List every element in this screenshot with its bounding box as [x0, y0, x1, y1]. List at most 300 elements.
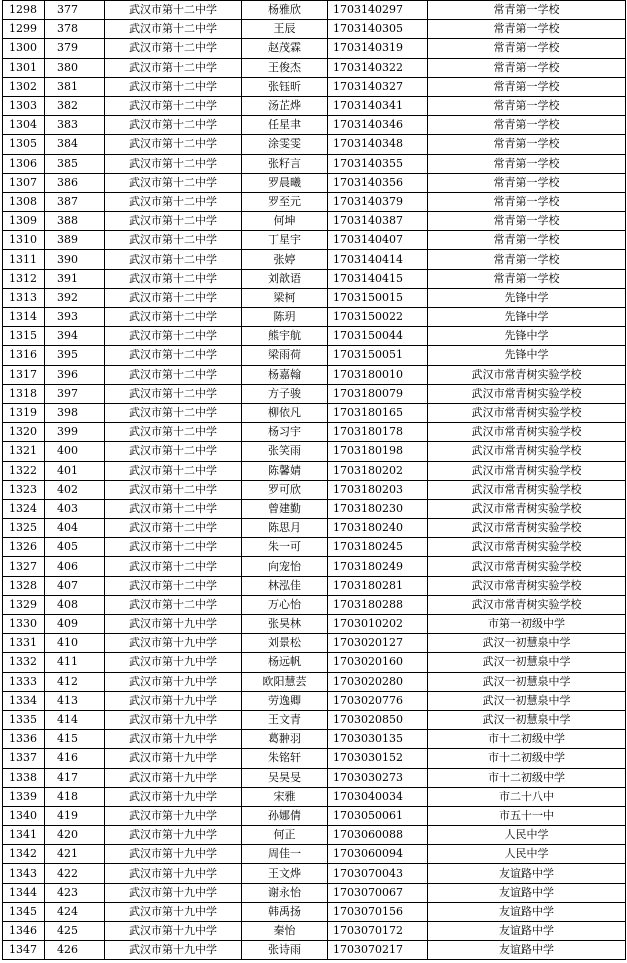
- student-name-cell: 向宠怡: [242, 557, 328, 576]
- student-name-cell: 任星聿: [242, 116, 328, 135]
- row-number-cell: 1317: [3, 365, 45, 384]
- admission-table: [2, 0, 626, 960]
- table-row: [3, 653, 626, 672]
- student-name-cell: 朱一可: [242, 538, 328, 557]
- school-name-cell: 武汉市第十二中学: [105, 442, 242, 461]
- table-row: [3, 941, 626, 960]
- table-row: [3, 135, 626, 154]
- student-id-cell: 1703060088: [328, 826, 428, 845]
- table-row: [3, 576, 626, 595]
- sequence-number-cell: 405: [45, 538, 105, 557]
- origin-school-cell: 常青第一学校: [428, 96, 626, 115]
- row-number-cell: 1308: [3, 192, 45, 211]
- student-name-cell: 杨习宇: [242, 423, 328, 442]
- sequence-number-cell: 390: [45, 250, 105, 269]
- sequence-number-cell: 425: [45, 922, 105, 941]
- row-number-cell: 1301: [3, 58, 45, 77]
- student-id-cell: 1703140415: [328, 269, 428, 288]
- student-id-cell: 1703140414: [328, 250, 428, 269]
- row-number-cell: 1302: [3, 77, 45, 96]
- student-id-cell: 1703140297: [328, 1, 428, 20]
- table-row: [3, 787, 626, 806]
- student-name-cell: 杨雅欣: [242, 1, 328, 20]
- student-id-cell: 1703140322: [328, 58, 428, 77]
- sequence-number-cell: 385: [45, 154, 105, 173]
- row-number-cell: 1330: [3, 615, 45, 634]
- row-number-cell: 1314: [3, 308, 45, 327]
- row-number-cell: 1315: [3, 327, 45, 346]
- row-number-cell: 1343: [3, 864, 45, 883]
- student-name-cell: 陈馨婧: [242, 461, 328, 480]
- student-name-cell: 万心怡: [242, 595, 328, 614]
- student-name-cell: 柳依凡: [242, 403, 328, 422]
- school-name-cell: 武汉市第十二中学: [105, 384, 242, 403]
- school-name-cell: 武汉市第十九中学: [105, 749, 242, 768]
- table-body: [3, 1, 626, 960]
- school-name-cell: 武汉市第十九中学: [105, 806, 242, 825]
- student-name-cell: 梁雨荷: [242, 346, 328, 365]
- row-number-cell: 1324: [3, 499, 45, 518]
- row-number-cell: 1340: [3, 806, 45, 825]
- student-name-cell: 张昊林: [242, 615, 328, 634]
- table-row: [3, 77, 626, 96]
- row-number-cell: 1335: [3, 710, 45, 729]
- origin-school-cell: 武汉市常青树实验学校: [428, 557, 626, 576]
- school-name-cell: 武汉市第十九中学: [105, 730, 242, 749]
- table-row: [3, 883, 626, 902]
- sequence-number-cell: 394: [45, 327, 105, 346]
- school-name-cell: 武汉市第十二中学: [105, 77, 242, 96]
- sequence-number-cell: 381: [45, 77, 105, 96]
- row-number-cell: 1322: [3, 461, 45, 480]
- sequence-number-cell: 417: [45, 768, 105, 787]
- row-number-cell: 1303: [3, 96, 45, 115]
- row-number-cell: 1327: [3, 557, 45, 576]
- student-name-cell: 丁星宇: [242, 231, 328, 250]
- school-name-cell: 武汉市第十二中学: [105, 116, 242, 135]
- student-name-cell: 何正: [242, 826, 328, 845]
- school-name-cell: 武汉市第十九中学: [105, 883, 242, 902]
- origin-school-cell: 武汉市常青树实验学校: [428, 576, 626, 595]
- school-name-cell: 武汉市第十二中学: [105, 403, 242, 422]
- school-name-cell: 武汉市第十二中学: [105, 461, 242, 480]
- student-id-cell: 1703070172: [328, 922, 428, 941]
- sequence-number-cell: 398: [45, 403, 105, 422]
- student-name-cell: 王文烨: [242, 864, 328, 883]
- student-name-cell: 秦怡: [242, 922, 328, 941]
- sequence-number-cell: 423: [45, 883, 105, 902]
- sequence-number-cell: 393: [45, 308, 105, 327]
- school-name-cell: 武汉市第十二中学: [105, 576, 242, 595]
- sequence-number-cell: 380: [45, 58, 105, 77]
- student-name-cell: 张钰昕: [242, 77, 328, 96]
- row-number-cell: 1325: [3, 519, 45, 538]
- row-number-cell: 1311: [3, 250, 45, 269]
- table-row: [3, 519, 626, 538]
- sequence-number-cell: 412: [45, 672, 105, 691]
- origin-school-cell: 常青第一学校: [428, 250, 626, 269]
- origin-school-cell: 武汉市常青树实验学校: [428, 595, 626, 614]
- school-name-cell: 武汉市第十二中学: [105, 173, 242, 192]
- origin-school-cell: 市五十一中: [428, 806, 626, 825]
- origin-school-cell: 常青第一学校: [428, 116, 626, 135]
- school-name-cell: 武汉市第十二中学: [105, 154, 242, 173]
- sequence-number-cell: 395: [45, 346, 105, 365]
- sequence-number-cell: 413: [45, 691, 105, 710]
- sequence-number-cell: 383: [45, 116, 105, 135]
- origin-school-cell: 武汉一初慧泉中学: [428, 653, 626, 672]
- sequence-number-cell: 382: [45, 96, 105, 115]
- table-row: [3, 902, 626, 921]
- origin-school-cell: 武汉市常青树实验学校: [428, 365, 626, 384]
- row-number-cell: 1344: [3, 883, 45, 902]
- student-id-cell: 1703030152: [328, 749, 428, 768]
- school-name-cell: 武汉市第十二中学: [105, 250, 242, 269]
- table-row: [3, 749, 626, 768]
- school-name-cell: 武汉市第十二中学: [105, 1, 242, 20]
- student-name-cell: 杨嘉翰: [242, 365, 328, 384]
- table-row: [3, 116, 626, 135]
- student-id-cell: 1703030135: [328, 730, 428, 749]
- sequence-number-cell: 410: [45, 634, 105, 653]
- school-name-cell: 武汉市第十二中学: [105, 96, 242, 115]
- school-name-cell: 武汉市第十九中学: [105, 787, 242, 806]
- student-id-cell: 1703180079: [328, 384, 428, 403]
- student-id-cell: 1703060094: [328, 845, 428, 864]
- school-name-cell: 武汉市第十二中学: [105, 231, 242, 250]
- sequence-number-cell: 407: [45, 576, 105, 595]
- table-row: [3, 461, 626, 480]
- student-name-cell: 刘歆语: [242, 269, 328, 288]
- table-row: [3, 730, 626, 749]
- student-name-cell: 吴昊旻: [242, 768, 328, 787]
- student-id-cell: 1703180165: [328, 403, 428, 422]
- origin-school-cell: 武汉市常青树实验学校: [428, 499, 626, 518]
- table-row: [3, 423, 626, 442]
- student-id-cell: 1703180010: [328, 365, 428, 384]
- row-number-cell: 1336: [3, 730, 45, 749]
- school-name-cell: 武汉市第十二中学: [105, 519, 242, 538]
- table-row: [3, 250, 626, 269]
- origin-school-cell: 常青第一学校: [428, 154, 626, 173]
- student-name-cell: 张婷: [242, 250, 328, 269]
- student-id-cell: 1703020850: [328, 710, 428, 729]
- student-id-cell: 1703140305: [328, 20, 428, 39]
- student-name-cell: 王文青: [242, 710, 328, 729]
- sequence-number-cell: 416: [45, 749, 105, 768]
- row-number-cell: 1305: [3, 135, 45, 154]
- row-number-cell: 1339: [3, 787, 45, 806]
- row-number-cell: 1331: [3, 634, 45, 653]
- student-name-cell: 韩禹扬: [242, 902, 328, 921]
- table-row: [3, 672, 626, 691]
- origin-school-cell: 武汉一初慧泉中学: [428, 710, 626, 729]
- origin-school-cell: 武汉市常青树实验学校: [428, 384, 626, 403]
- school-name-cell: 武汉市第十二中学: [105, 595, 242, 614]
- school-name-cell: 武汉市第十九中学: [105, 845, 242, 864]
- origin-school-cell: 武汉一初慧泉中学: [428, 672, 626, 691]
- student-id-cell: 1703140348: [328, 135, 428, 154]
- row-number-cell: 1337: [3, 749, 45, 768]
- sequence-number-cell: 384: [45, 135, 105, 154]
- origin-school-cell: 常青第一学校: [428, 173, 626, 192]
- student-id-cell: 1703040034: [328, 787, 428, 806]
- student-name-cell: 孙娜倩: [242, 806, 328, 825]
- table-row: [3, 96, 626, 115]
- row-number-cell: 1310: [3, 231, 45, 250]
- student-name-cell: 陈思月: [242, 519, 328, 538]
- student-id-cell: 1703070067: [328, 883, 428, 902]
- student-id-cell: 1703180288: [328, 595, 428, 614]
- table-row: [3, 365, 626, 384]
- student-name-cell: 张籽言: [242, 154, 328, 173]
- student-name-cell: 曾建勤: [242, 499, 328, 518]
- row-number-cell: 1319: [3, 403, 45, 422]
- origin-school-cell: 市十二初级中学: [428, 768, 626, 787]
- student-id-cell: 1703140356: [328, 173, 428, 192]
- school-name-cell: 武汉市第十九中学: [105, 864, 242, 883]
- student-name-cell: 宋雅: [242, 787, 328, 806]
- student-name-cell: 王俊杰: [242, 58, 328, 77]
- student-name-cell: 张笑雨: [242, 442, 328, 461]
- sequence-number-cell: 403: [45, 499, 105, 518]
- school-name-cell: 武汉市第十九中学: [105, 768, 242, 787]
- sequence-number-cell: 392: [45, 288, 105, 307]
- origin-school-cell: 常青第一学校: [428, 231, 626, 250]
- student-name-cell: 何坤: [242, 212, 328, 231]
- origin-school-cell: 常青第一学校: [428, 192, 626, 211]
- sequence-number-cell: 426: [45, 941, 105, 960]
- school-name-cell: 武汉市第十二中学: [105, 135, 242, 154]
- sequence-number-cell: 414: [45, 710, 105, 729]
- table-row: [3, 806, 626, 825]
- student-id-cell: 1703030273: [328, 768, 428, 787]
- student-id-cell: 1703140387: [328, 212, 428, 231]
- origin-school-cell: 友谊路中学: [428, 922, 626, 941]
- row-number-cell: 1341: [3, 826, 45, 845]
- table-row: [3, 615, 626, 634]
- school-name-cell: 武汉市第十九中学: [105, 653, 242, 672]
- student-id-cell: 1703180249: [328, 557, 428, 576]
- student-name-cell: 林泓佳: [242, 576, 328, 595]
- row-number-cell: 1323: [3, 480, 45, 499]
- row-number-cell: 1320: [3, 423, 45, 442]
- table-row: [3, 538, 626, 557]
- origin-school-cell: 常青第一学校: [428, 58, 626, 77]
- school-name-cell: 武汉市第十二中学: [105, 480, 242, 499]
- sequence-number-cell: 406: [45, 557, 105, 576]
- table-row: [3, 212, 626, 231]
- student-id-cell: 1703020160: [328, 653, 428, 672]
- origin-school-cell: 武汉市常青树实验学校: [428, 403, 626, 422]
- student-id-cell: 1703180198: [328, 442, 428, 461]
- origin-school-cell: 常青第一学校: [428, 39, 626, 58]
- table-row: [3, 710, 626, 729]
- origin-school-cell: 武汉市常青树实验学校: [428, 480, 626, 499]
- row-number-cell: 1332: [3, 653, 45, 672]
- origin-school-cell: 武汉市常青树实验学校: [428, 442, 626, 461]
- table-row: [3, 1, 626, 20]
- student-name-cell: 杨远帆: [242, 653, 328, 672]
- row-number-cell: 1345: [3, 902, 45, 921]
- school-name-cell: 武汉市第十九中学: [105, 634, 242, 653]
- student-name-cell: 赵茂霖: [242, 39, 328, 58]
- student-id-cell: 1703070156: [328, 902, 428, 921]
- student-id-cell: 1703150044: [328, 327, 428, 346]
- table-row: [3, 634, 626, 653]
- sequence-number-cell: 378: [45, 20, 105, 39]
- sequence-number-cell: 404: [45, 519, 105, 538]
- student-name-cell: 劳逸卿: [242, 691, 328, 710]
- row-number-cell: 1338: [3, 768, 45, 787]
- student-name-cell: 罗至元: [242, 192, 328, 211]
- row-number-cell: 1306: [3, 154, 45, 173]
- origin-school-cell: 市十二初级中学: [428, 730, 626, 749]
- school-name-cell: 武汉市第十二中学: [105, 20, 242, 39]
- school-name-cell: 武汉市第十九中学: [105, 941, 242, 960]
- origin-school-cell: 人民中学: [428, 845, 626, 864]
- origin-school-cell: 常青第一学校: [428, 212, 626, 231]
- sequence-number-cell: 420: [45, 826, 105, 845]
- table-row: [3, 768, 626, 787]
- student-id-cell: 1703010202: [328, 615, 428, 634]
- student-id-cell: 1703150015: [328, 288, 428, 307]
- student-id-cell: 1703070217: [328, 941, 428, 960]
- table-row: [3, 192, 626, 211]
- student-id-cell: 1703150022: [328, 308, 428, 327]
- student-name-cell: 欧阳慧芸: [242, 672, 328, 691]
- sequence-number-cell: 379: [45, 39, 105, 58]
- row-number-cell: 1346: [3, 922, 45, 941]
- sequence-number-cell: 408: [45, 595, 105, 614]
- row-number-cell: 1321: [3, 442, 45, 461]
- origin-school-cell: 先锋中学: [428, 288, 626, 307]
- origin-school-cell: 武汉市常青树实验学校: [428, 461, 626, 480]
- student-id-cell: 1703140327: [328, 77, 428, 96]
- sequence-number-cell: 418: [45, 787, 105, 806]
- school-name-cell: 武汉市第十二中学: [105, 346, 242, 365]
- sequence-number-cell: 419: [45, 806, 105, 825]
- table-row: [3, 442, 626, 461]
- row-number-cell: 1328: [3, 576, 45, 595]
- table-row: [3, 327, 626, 346]
- row-number-cell: 1300: [3, 39, 45, 58]
- sequence-number-cell: 421: [45, 845, 105, 864]
- row-number-cell: 1304: [3, 116, 45, 135]
- school-name-cell: 武汉市第十二中学: [105, 269, 242, 288]
- origin-school-cell: 市第一初级中学: [428, 615, 626, 634]
- origin-school-cell: 常青第一学校: [428, 1, 626, 20]
- table-row: [3, 826, 626, 845]
- student-id-cell: 1703020127: [328, 634, 428, 653]
- school-name-cell: 武汉市第十二中学: [105, 58, 242, 77]
- origin-school-cell: 先锋中学: [428, 327, 626, 346]
- school-name-cell: 武汉市第十二中学: [105, 288, 242, 307]
- row-number-cell: 1313: [3, 288, 45, 307]
- student-id-cell: 1703180281: [328, 576, 428, 595]
- table-row: [3, 691, 626, 710]
- origin-school-cell: 先锋中学: [428, 346, 626, 365]
- origin-school-cell: 市十二初级中学: [428, 749, 626, 768]
- student-name-cell: 熊宇航: [242, 327, 328, 346]
- table-row: [3, 173, 626, 192]
- table-row: [3, 480, 626, 499]
- origin-school-cell: 常青第一学校: [428, 135, 626, 154]
- student-name-cell: 涂雯雯: [242, 135, 328, 154]
- sequence-number-cell: 387: [45, 192, 105, 211]
- student-id-cell: 1703020776: [328, 691, 428, 710]
- school-name-cell: 武汉市第十二中学: [105, 212, 242, 231]
- table-row: [3, 58, 626, 77]
- origin-school-cell: 常青第一学校: [428, 269, 626, 288]
- row-number-cell: 1334: [3, 691, 45, 710]
- sequence-number-cell: 402: [45, 480, 105, 499]
- row-number-cell: 1307: [3, 173, 45, 192]
- student-id-cell: 1703180245: [328, 538, 428, 557]
- student-name-cell: 罗晨曦: [242, 173, 328, 192]
- student-id-cell: 1703050061: [328, 806, 428, 825]
- sequence-number-cell: 400: [45, 442, 105, 461]
- origin-school-cell: 友谊路中学: [428, 941, 626, 960]
- student-name-cell: 周佳一: [242, 845, 328, 864]
- row-number-cell: 1318: [3, 384, 45, 403]
- origin-school-cell: 武汉市常青树实验学校: [428, 423, 626, 442]
- origin-school-cell: 常青第一学校: [428, 77, 626, 96]
- row-number-cell: 1316: [3, 346, 45, 365]
- student-name-cell: 张诗雨: [242, 941, 328, 960]
- school-name-cell: 武汉市第十二中学: [105, 192, 242, 211]
- school-name-cell: 武汉市第十二中学: [105, 557, 242, 576]
- school-name-cell: 武汉市第十九中学: [105, 672, 242, 691]
- row-number-cell: 1342: [3, 845, 45, 864]
- school-name-cell: 武汉市第十九中学: [105, 922, 242, 941]
- table-row: [3, 403, 626, 422]
- school-name-cell: 武汉市第十二中学: [105, 365, 242, 384]
- student-id-cell: 1703150051: [328, 346, 428, 365]
- table-row: [3, 864, 626, 883]
- school-name-cell: 武汉市第十二中学: [105, 39, 242, 58]
- sequence-number-cell: 389: [45, 231, 105, 250]
- origin-school-cell: 先锋中学: [428, 308, 626, 327]
- sequence-number-cell: 415: [45, 730, 105, 749]
- student-name-cell: 葛翀羽: [242, 730, 328, 749]
- student-id-cell: 1703180178: [328, 423, 428, 442]
- sequence-number-cell: 386: [45, 173, 105, 192]
- school-name-cell: 武汉市第十九中学: [105, 902, 242, 921]
- student-id-cell: 1703140379: [328, 192, 428, 211]
- school-name-cell: 武汉市第十九中学: [105, 615, 242, 634]
- student-name-cell: 罗可欣: [242, 480, 328, 499]
- sequence-number-cell: 396: [45, 365, 105, 384]
- row-number-cell: 1312: [3, 269, 45, 288]
- table-row: [3, 922, 626, 941]
- sequence-number-cell: 422: [45, 864, 105, 883]
- sequence-number-cell: 411: [45, 653, 105, 672]
- row-number-cell: 1299: [3, 20, 45, 39]
- origin-school-cell: 友谊路中学: [428, 902, 626, 921]
- origin-school-cell: 友谊路中学: [428, 864, 626, 883]
- student-id-cell: 1703140407: [328, 231, 428, 250]
- table-row: [3, 269, 626, 288]
- origin-school-cell: 武汉市常青树实验学校: [428, 538, 626, 557]
- origin-school-cell: 友谊路中学: [428, 883, 626, 902]
- table-row: [3, 557, 626, 576]
- table-row: [3, 231, 626, 250]
- student-id-cell: 1703140341: [328, 96, 428, 115]
- row-number-cell: 1309: [3, 212, 45, 231]
- table-row: [3, 288, 626, 307]
- origin-school-cell: 武汉一初慧泉中学: [428, 691, 626, 710]
